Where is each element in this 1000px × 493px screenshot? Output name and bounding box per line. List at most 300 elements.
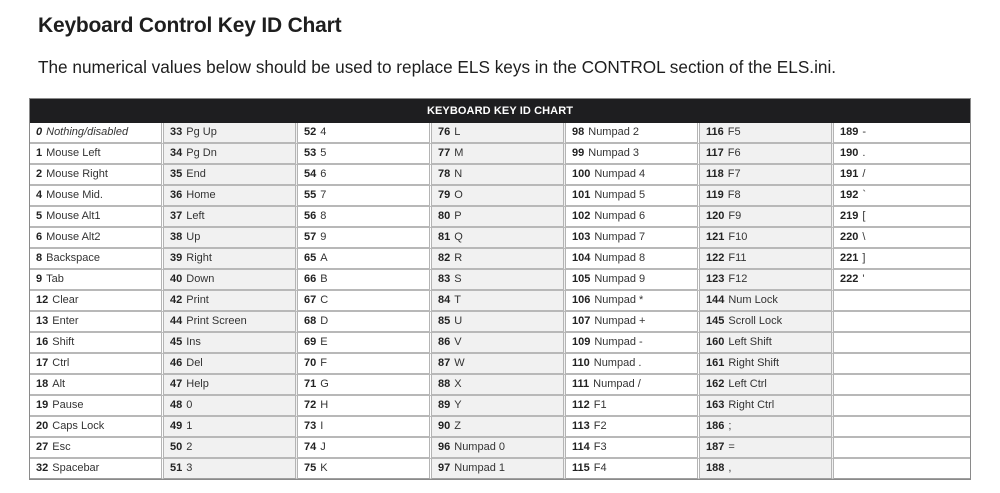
key-code: 122 (706, 252, 725, 264)
table-row (30, 291, 970, 312)
key-cell (164, 249, 298, 270)
key-cell (164, 165, 298, 186)
key-name: Caps Lock (52, 420, 105, 432)
key-name: Mouse Mid. (46, 189, 103, 201)
key-cell (432, 459, 566, 479)
key-cell (834, 123, 970, 144)
key-cell (700, 333, 834, 354)
key-code: 56 (304, 210, 317, 222)
key-name: Tab (46, 273, 64, 285)
key-cell (432, 270, 566, 291)
table-row (30, 354, 970, 375)
key-cell (298, 186, 432, 207)
key-code: 88 (438, 378, 451, 390)
key-cell (834, 438, 970, 459)
key-cell (700, 396, 834, 417)
key-name: F3 (593, 441, 607, 453)
key-cell (566, 165, 700, 186)
key-cell (30, 165, 164, 186)
key-cell (30, 270, 164, 291)
key-name: X (454, 378, 462, 390)
key-code: 2 (36, 168, 43, 180)
key-name: Numpad 7 (594, 231, 646, 243)
key-cell (700, 165, 834, 186)
key-code: 49 (170, 420, 183, 432)
key-cell (164, 123, 298, 144)
key-name: [ (862, 210, 866, 222)
key-cell (432, 396, 566, 417)
key-name: Clear (52, 294, 79, 306)
key-code: 99 (572, 147, 585, 159)
key-name: 1 (186, 420, 193, 432)
key-cell (566, 396, 700, 417)
key-name: Print (186, 294, 209, 306)
key-cell (30, 186, 164, 207)
key-name: Ins (186, 336, 201, 348)
key-cell (834, 396, 970, 417)
key-cell (700, 249, 834, 270)
key-name: Help (186, 378, 209, 390)
key-name: 3 (186, 462, 193, 474)
key-cell (164, 228, 298, 249)
key-code: 75 (304, 462, 317, 474)
key-cell (432, 144, 566, 165)
key-name: E (320, 336, 328, 348)
key-code: 1 (36, 147, 43, 159)
key-code: 71 (304, 378, 317, 390)
key-name: Numpad 6 (594, 210, 646, 222)
key-cell (298, 144, 432, 165)
key-name: I (320, 420, 324, 432)
key-code: 163 (706, 399, 725, 411)
key-name: N (454, 168, 463, 180)
table-row (30, 417, 970, 438)
key-cell (298, 396, 432, 417)
key-name: 8 (320, 210, 327, 222)
document-title: Keyboard Control Key ID Chart (38, 14, 342, 37)
key-name: F10 (728, 231, 748, 243)
key-cell (164, 438, 298, 459)
key-code: 105 (572, 273, 591, 285)
table-row (30, 375, 970, 396)
key-cell (834, 375, 970, 396)
key-cell (834, 354, 970, 375)
key-name: T (454, 294, 461, 306)
key-name: Z (454, 420, 461, 432)
key-cell (566, 207, 700, 228)
key-cell (298, 270, 432, 291)
key-code: 20 (36, 420, 49, 432)
key-code: 110 (572, 357, 590, 369)
key-name: 7 (320, 189, 327, 201)
key-code: 74 (304, 441, 317, 453)
key-cell (164, 270, 298, 291)
key-cell (834, 459, 970, 479)
key-code: 8 (36, 252, 43, 264)
key-code: 70 (304, 357, 317, 369)
key-name: F1 (593, 399, 607, 411)
key-name: Numpad + (594, 315, 646, 327)
table-row (30, 123, 970, 144)
key-name: Mouse Right (46, 168, 108, 180)
key-code: 48 (170, 399, 183, 411)
key-name: Up (186, 231, 201, 243)
key-name: Left Shift (728, 336, 772, 348)
key-cell (432, 207, 566, 228)
key-name: Enter (52, 315, 79, 327)
key-code: 68 (304, 315, 317, 327)
key-name: V (454, 336, 462, 348)
key-name: 0 (186, 399, 193, 411)
key-name: J (320, 441, 326, 453)
key-name: Numpad 1 (454, 462, 506, 474)
key-code: 42 (170, 294, 183, 306)
key-cell (164, 375, 298, 396)
key-code: 53 (304, 147, 317, 159)
key-code: 16 (36, 336, 49, 348)
key-name: Numpad 2 (588, 126, 640, 138)
key-cell (30, 333, 164, 354)
table-header: KEYBOARD KEY ID CHART (30, 99, 970, 123)
key-cell (566, 438, 700, 459)
key-code: 6 (36, 231, 43, 243)
key-code: 192 (840, 189, 859, 201)
key-name: Right Shift (728, 357, 780, 369)
key-cell (700, 207, 834, 228)
key-cell (566, 354, 700, 375)
key-cell (700, 123, 834, 144)
key-cell (566, 123, 700, 144)
key-name: G (320, 378, 329, 390)
key-code: 66 (304, 273, 317, 285)
key-cell (298, 333, 432, 354)
key-code: 18 (36, 378, 49, 390)
key-name: R (454, 252, 463, 264)
key-name: F (320, 357, 327, 369)
key-code: 97 (438, 462, 451, 474)
key-cell (432, 438, 566, 459)
key-name: B (320, 273, 328, 285)
key-code: 73 (304, 420, 317, 432)
key-name: Numpad 5 (594, 189, 646, 201)
key-code: 107 (572, 315, 591, 327)
key-name: L (454, 126, 461, 138)
key-code: 52 (304, 126, 317, 138)
key-name: Mouse Left (46, 147, 101, 159)
key-cell (700, 228, 834, 249)
key-name: , (728, 462, 732, 474)
key-code: 83 (438, 273, 451, 285)
table-row (30, 270, 970, 291)
key-code: 160 (706, 336, 725, 348)
key-cell (30, 459, 164, 479)
key-cell (298, 249, 432, 270)
table-row (30, 165, 970, 186)
key-code: 55 (304, 189, 317, 201)
key-cell (700, 459, 834, 479)
key-name: Shift (52, 336, 75, 348)
key-cell (700, 291, 834, 312)
key-cell (834, 144, 970, 165)
key-code: 72 (304, 399, 317, 411)
key-code: 191 (840, 168, 859, 180)
table-row (30, 249, 970, 270)
key-cell (566, 312, 700, 333)
key-name: F9 (728, 210, 742, 222)
key-cell (834, 291, 970, 312)
document-subtitle: The numerical values below should be used to replace ELS keys in the CONTROL section of the ELS.ini. (38, 57, 837, 77)
key-cell (834, 228, 970, 249)
key-code: 113 (572, 420, 590, 432)
key-cell (298, 417, 432, 438)
key-code: 57 (304, 231, 317, 243)
table-row (30, 459, 970, 479)
key-cell (834, 249, 970, 270)
key-cell (700, 375, 834, 396)
key-cell (432, 291, 566, 312)
key-cell (164, 417, 298, 438)
key-cell (30, 354, 164, 375)
key-cell (432, 249, 566, 270)
key-cell (298, 375, 432, 396)
key-name: Right (186, 252, 212, 264)
key-cell (432, 165, 566, 186)
key-cell (834, 165, 970, 186)
key-cell (30, 438, 164, 459)
key-code: 106 (572, 294, 591, 306)
key-cell (30, 396, 164, 417)
key-code: 118 (706, 168, 724, 180)
key-name: Backspace (46, 252, 100, 264)
key-name: Ctrl (52, 357, 70, 369)
key-name: Numpad 0 (454, 441, 506, 453)
key-name: Numpad / (593, 378, 641, 390)
key-code: 27 (36, 441, 49, 453)
key-name: C (320, 294, 329, 306)
key-name: ] (862, 252, 866, 264)
key-code: 101 (572, 189, 591, 201)
key-code: 98 (572, 126, 585, 138)
key-code: 102 (572, 210, 591, 222)
key-code: 121 (706, 231, 725, 243)
key-code: 111 (572, 378, 590, 390)
key-name: Alt (52, 378, 66, 390)
key-cell (700, 270, 834, 291)
key-code: 69 (304, 336, 317, 348)
key-name: Numpad - (594, 336, 643, 348)
key-code: 5 (36, 210, 43, 222)
key-code: 81 (438, 231, 451, 243)
key-code: 222 (840, 273, 859, 285)
key-cell (834, 207, 970, 228)
key-cell (164, 207, 298, 228)
key-cell (30, 144, 164, 165)
key-code: 17 (36, 357, 49, 369)
key-cell (164, 291, 298, 312)
key-cell (164, 186, 298, 207)
key-cell (432, 354, 566, 375)
key-code: 190 (840, 147, 859, 159)
key-cell (566, 291, 700, 312)
key-code: 100 (572, 168, 591, 180)
key-code: 65 (304, 252, 317, 264)
key-cell (700, 354, 834, 375)
key-name: Mouse Alt1 (46, 210, 101, 222)
key-code: 220 (840, 231, 859, 243)
key-name: Scroll Lock (728, 315, 783, 327)
key-cell (298, 291, 432, 312)
key-code: 19 (36, 399, 49, 411)
key-name: Esc (52, 441, 71, 453)
key-code: 104 (572, 252, 591, 264)
key-code: 38 (170, 231, 183, 243)
key-name: F12 (728, 273, 748, 285)
key-name: . (862, 147, 866, 159)
key-cell (164, 312, 298, 333)
key-code: 9 (36, 273, 43, 285)
key-code: 34 (170, 147, 183, 159)
key-cell (164, 354, 298, 375)
key-code: 221 (840, 252, 859, 264)
key-name: 4 (320, 126, 327, 138)
key-name: Y (454, 399, 462, 411)
key-cell (700, 312, 834, 333)
key-name: Pause (52, 399, 84, 411)
key-code: 187 (706, 441, 725, 453)
key-cell (164, 144, 298, 165)
key-code: 80 (438, 210, 451, 222)
key-code: 39 (170, 252, 183, 264)
key-name: 9 (320, 231, 327, 243)
key-code: 0 (36, 126, 43, 138)
table-row (30, 186, 970, 207)
key-code: 40 (170, 273, 183, 285)
key-cell (834, 186, 970, 207)
key-code: 33 (170, 126, 183, 138)
key-cell (432, 186, 566, 207)
key-name: Numpad 3 (588, 147, 640, 159)
key-id-chart-table (29, 98, 971, 480)
key-cell (298, 312, 432, 333)
key-cell (700, 144, 834, 165)
key-name: Left Ctrl (728, 378, 767, 390)
table-header-row (30, 99, 970, 123)
key-code: 32 (36, 462, 49, 474)
key-code: 84 (438, 294, 451, 306)
key-cell (298, 459, 432, 479)
key-name: - (862, 126, 867, 138)
key-cell (164, 459, 298, 479)
key-code: 161 (706, 357, 725, 369)
key-code: 109 (572, 336, 591, 348)
key-code: 117 (706, 147, 724, 159)
table-body (30, 123, 970, 479)
key-name: Mouse Alt2 (46, 231, 101, 243)
key-cell (298, 123, 432, 144)
key-name: ` (862, 189, 867, 201)
key-cell (298, 354, 432, 375)
key-cell (700, 417, 834, 438)
key-cell (298, 165, 432, 186)
key-name: Nothing/disabled (46, 126, 129, 138)
key-code: 114 (572, 441, 590, 453)
key-name: Down (186, 273, 215, 285)
key-name: F11 (728, 252, 747, 264)
key-name: Del (186, 357, 203, 369)
key-cell (432, 123, 566, 144)
table-row (30, 333, 970, 354)
key-cell (298, 207, 432, 228)
table-row (30, 207, 970, 228)
table-row (30, 312, 970, 333)
key-cell (700, 438, 834, 459)
key-name: Spacebar (52, 462, 100, 474)
key-code: 46 (170, 357, 183, 369)
key-name: H (320, 399, 329, 411)
key-cell (30, 249, 164, 270)
key-name: S (454, 273, 462, 285)
key-code: 144 (706, 294, 725, 306)
key-code: 51 (170, 462, 183, 474)
key-cell (30, 291, 164, 312)
key-code: 79 (438, 189, 451, 201)
key-name: \ (862, 231, 866, 243)
key-name: Numpad 4 (594, 168, 646, 180)
key-name: 6 (320, 168, 327, 180)
key-name: F7 (727, 168, 741, 180)
key-cell (30, 228, 164, 249)
key-code: 4 (36, 189, 43, 201)
key-name: Q (454, 231, 463, 243)
key-name: P (454, 210, 462, 222)
key-cell (164, 396, 298, 417)
key-name: W (454, 357, 465, 369)
key-name: K (320, 462, 328, 474)
key-name: Left (186, 210, 205, 222)
key-cell (566, 270, 700, 291)
key-name: Numpad * (594, 294, 644, 306)
key-name: 5 (320, 147, 327, 159)
key-cell (298, 438, 432, 459)
key-cell (566, 459, 700, 479)
key-code: 145 (706, 315, 725, 327)
key-name: Num Lock (728, 294, 778, 306)
key-cell (432, 417, 566, 438)
key-cell (566, 144, 700, 165)
key-code: 82 (438, 252, 451, 264)
key-cell (30, 375, 164, 396)
key-code: 86 (438, 336, 451, 348)
key-name: ' (862, 273, 865, 285)
key-code: 189 (840, 126, 859, 138)
key-cell (30, 312, 164, 333)
key-name: F2 (593, 420, 607, 432)
key-name: Pg Up (186, 126, 217, 138)
key-code: 78 (438, 168, 451, 180)
key-code: 219 (840, 210, 859, 222)
key-code: 120 (706, 210, 725, 222)
key-cell (30, 417, 164, 438)
key-code: 76 (438, 126, 451, 138)
key-cell (566, 417, 700, 438)
key-code: 77 (438, 147, 451, 159)
key-code: 54 (304, 168, 317, 180)
key-name: Home (186, 189, 216, 201)
key-name: F5 (727, 126, 741, 138)
table-row (30, 396, 970, 417)
key-name: Right Ctrl (728, 399, 775, 411)
table-row (30, 228, 970, 249)
